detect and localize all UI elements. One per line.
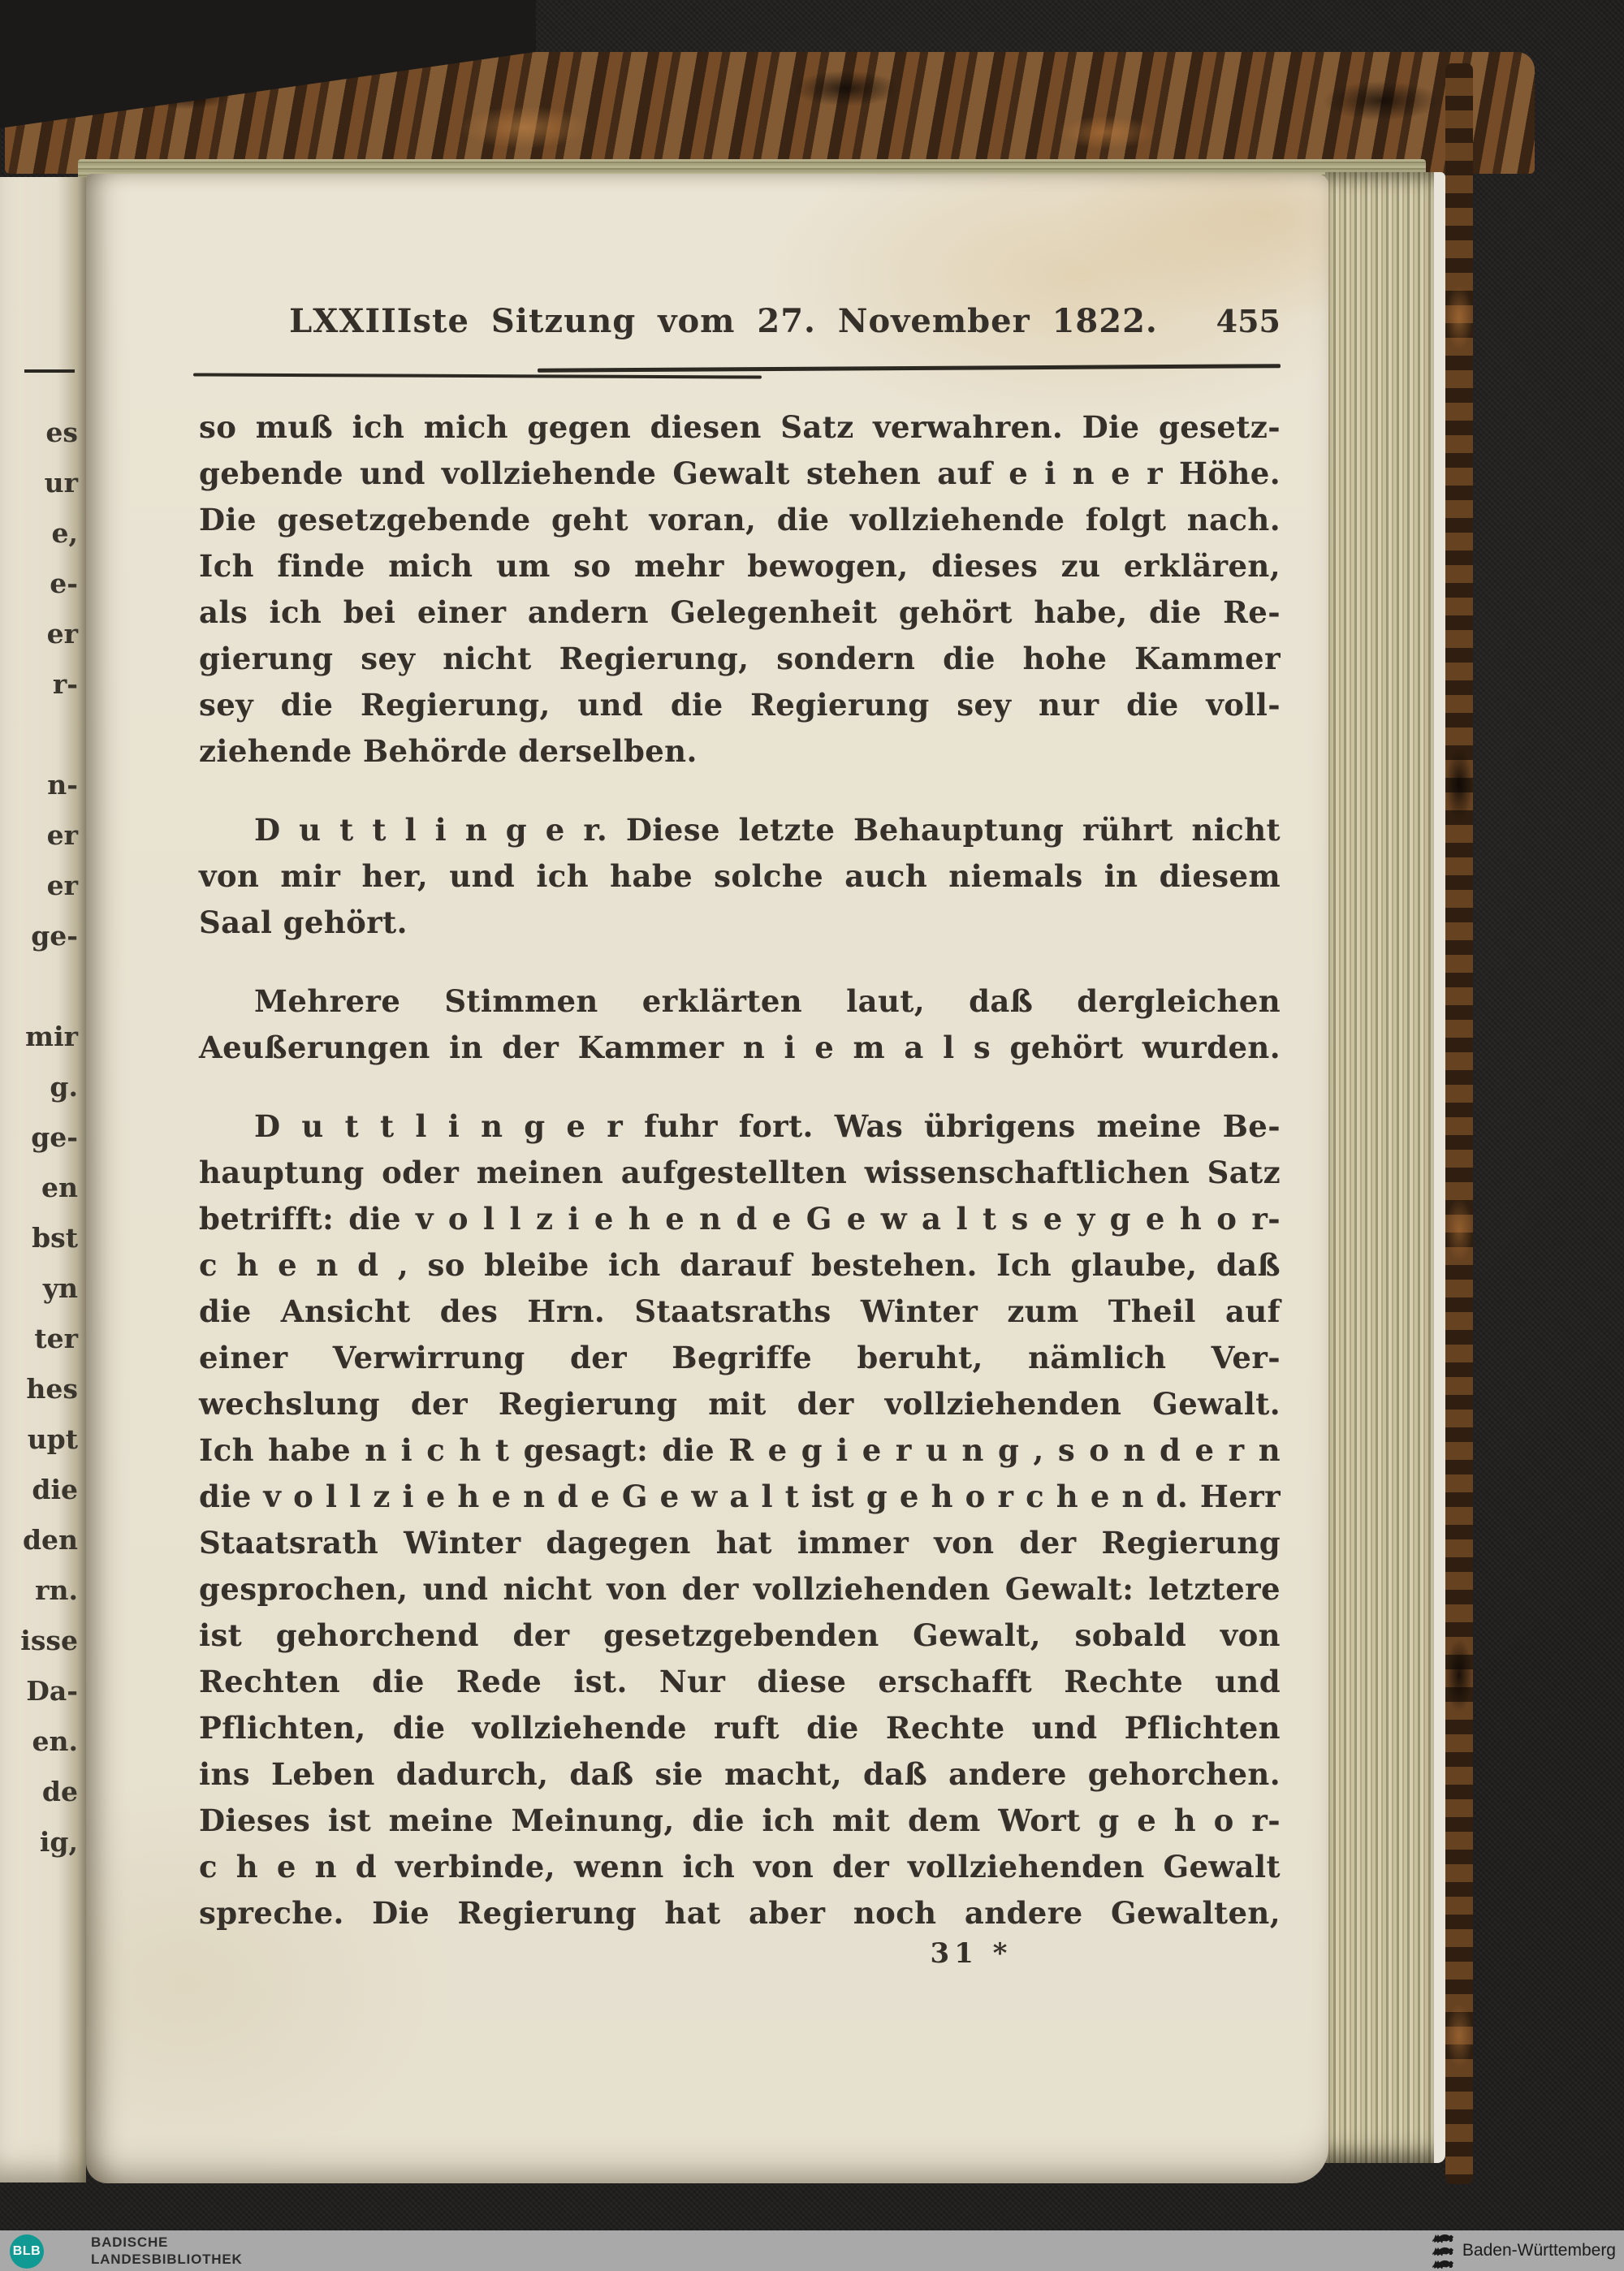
text-line: Mehrere Stimmen erklärten laut, daß dergleichen xyxy=(254,983,1281,1019)
text-line: einer Verwirrung der Begriffe beruht, nämlich Ver- xyxy=(199,1340,1281,1375)
blb-logo-icon xyxy=(10,2234,44,2269)
text-line: Staatsrath Winter dagegen hat immer von der Regierung xyxy=(199,1525,1281,1561)
text-line: hauptung oder meinen aufgestellten wissenschaftlichen Satz xyxy=(199,1155,1281,1190)
blb-line2: LANDESBIBLIOTHEK xyxy=(91,2252,243,2267)
text-line: Aeußerungen in der Kammer n i e m a l s gehört wurden. xyxy=(199,1030,1281,1065)
fragment-line: en xyxy=(41,1172,78,1203)
book-cover-right-edge xyxy=(1445,63,1473,2184)
text-line: ins Leben dadurch, daß sie macht, daß andere gehorchen. xyxy=(199,1756,1281,1792)
text-line: Saal gehört. xyxy=(199,905,408,940)
text-line: die v o l l z i e h e n d e G e w a l t ist g e h o r c h e n d. Herr xyxy=(199,1479,1281,1514)
fragment-line: ge- xyxy=(31,920,78,952)
fragment-line: n- xyxy=(47,769,78,801)
text-line: Ich finde mich um so mehr bewogen, dieses zu erklären, xyxy=(199,548,1281,584)
fragment-line: bst xyxy=(32,1222,78,1254)
text-line: Pflichten, die vollziehende ruft die Rechte und Pflichten xyxy=(199,1710,1281,1746)
text-line: von mir her, und ich habe solche auch niemals in diesem xyxy=(199,858,1281,894)
fragment-line: die xyxy=(32,1474,78,1505)
fragment-line: en. xyxy=(32,1725,78,1757)
fragment-line: rn. xyxy=(35,1574,78,1606)
page-header xyxy=(199,302,1281,340)
fragment-line: er xyxy=(46,819,78,851)
text-line: Dieses ist meine Meinung, die ich mit dem Wort g e h o r- xyxy=(199,1803,1281,1838)
page-block-fore-edges xyxy=(1325,172,1445,2163)
text-line: ist gehorchend der gesetzgebenden Gewalt, sobald von xyxy=(199,1617,1281,1653)
text-line: D u t t l i n g e r. Diese letzte Behauptung rührt nicht xyxy=(254,812,1281,848)
fragment-line: ig, xyxy=(39,1826,78,1858)
fragment-line: es xyxy=(45,417,78,448)
text-line: Rechten die Rede ist. Nur diese erschafft Rechte und xyxy=(199,1664,1281,1699)
three-lions-icon xyxy=(1431,2232,1455,2269)
fragment-line: den xyxy=(22,1524,78,1556)
fragment-line: ter xyxy=(34,1323,78,1354)
fragment-line: mir xyxy=(25,1021,78,1052)
text-line: betrifft: die v o l l z i e h e n d e G e w a l t s e y g e h o r- xyxy=(199,1201,1281,1237)
text-line: gebende und vollziehende Gewalt stehen auf e i n e r Höhe. xyxy=(199,455,1281,491)
fragment-line: ge- xyxy=(31,1121,78,1153)
text-line: ziehende Behörde derselben. xyxy=(199,733,698,769)
text-line: gierung sey nicht Regierung, sondern die hohe Kammer xyxy=(199,641,1281,676)
book-page xyxy=(86,174,1328,2183)
blb-line1: BADISCHE xyxy=(91,2234,169,2250)
footer-bar xyxy=(0,2230,1624,2271)
fragment-line: r- xyxy=(52,668,78,700)
paragraph xyxy=(199,404,1281,775)
page-body-text xyxy=(199,404,1281,1936)
facing-page-sliver xyxy=(0,177,86,2182)
blb-library-logo xyxy=(10,2230,243,2271)
header-rule-left-segment xyxy=(193,373,762,378)
paragraph xyxy=(199,978,1281,1071)
baden-wuerttemberg-logo xyxy=(1431,2230,1616,2271)
fragment-line: Da- xyxy=(26,1675,78,1707)
header-rule-right-segment xyxy=(538,364,1281,373)
text-line: c h e n d verbinde, wenn ich von der vollziehenden Gewalt xyxy=(199,1849,1281,1885)
fragment-line: hes xyxy=(26,1373,78,1405)
paragraph xyxy=(199,807,1281,946)
page-number: 455 xyxy=(1216,303,1281,339)
text-line: spreche. Die Regierung hat aber noch andere Gewalten, xyxy=(199,1895,1281,1931)
fragment-line: yn xyxy=(42,1272,78,1304)
fragment-line: ur xyxy=(44,467,78,499)
session-title: LXXIIIste Sitzung vom 27. November 1822. xyxy=(289,302,1158,340)
text-line: D u t t l i n g e r fuhr fort. Was übrigens meine Be- xyxy=(254,1108,1281,1144)
fragment-line: de xyxy=(41,1776,78,1807)
text-line: sey die Regierung, und die Regierung sey nur die voll- xyxy=(199,687,1281,723)
text-line: die Ansicht des Hrn. Staatsraths Winter zum Theil auf xyxy=(199,1293,1281,1329)
fragment-line: e, xyxy=(51,517,78,549)
text-line: wechslung der Regierung mit der vollziehenden Gewalt. xyxy=(199,1386,1281,1422)
text-line: c h e n d , so bleibe ich darauf bestehen. Ich glaube, daß xyxy=(199,1247,1281,1283)
text-line: Die gesetzgebende geht voran, die vollziehende folgt nach. xyxy=(199,502,1281,538)
fragment-line: er xyxy=(46,870,78,901)
fragment-line: upt xyxy=(27,1423,78,1455)
fragment-line: e- xyxy=(50,568,78,599)
text-line: so muß ich mich gegen diesen Satz verwahren. Die gesetz- xyxy=(199,409,1281,445)
fragment-line xyxy=(0,961,78,1012)
fragment-line: isse xyxy=(20,1625,78,1656)
state-logo-label: Baden-Württemberg xyxy=(1462,2241,1616,2260)
facing-page-text-fragments xyxy=(0,408,78,1867)
signature-mark: 31 * xyxy=(930,1937,1013,1970)
text-line: Ich habe n i c h t gesagt: die R e g i e r u n g , s o n d e r n xyxy=(199,1432,1281,1468)
blb-logo-text xyxy=(91,2234,243,2268)
blb-abbr: BLB xyxy=(12,2243,41,2258)
facing-page-rule-fragment xyxy=(24,369,75,373)
text-line: als ich bei einer andern Gelegenheit gehört habe, die Re- xyxy=(199,594,1281,630)
text-line: gesprochen, und nicht von der vollziehenden Gewalt: letztere xyxy=(199,1571,1281,1607)
fragment-line: er xyxy=(46,618,78,650)
paragraph xyxy=(199,1103,1281,1936)
fragment-line: g. xyxy=(50,1071,78,1103)
fragment-line xyxy=(0,710,78,760)
